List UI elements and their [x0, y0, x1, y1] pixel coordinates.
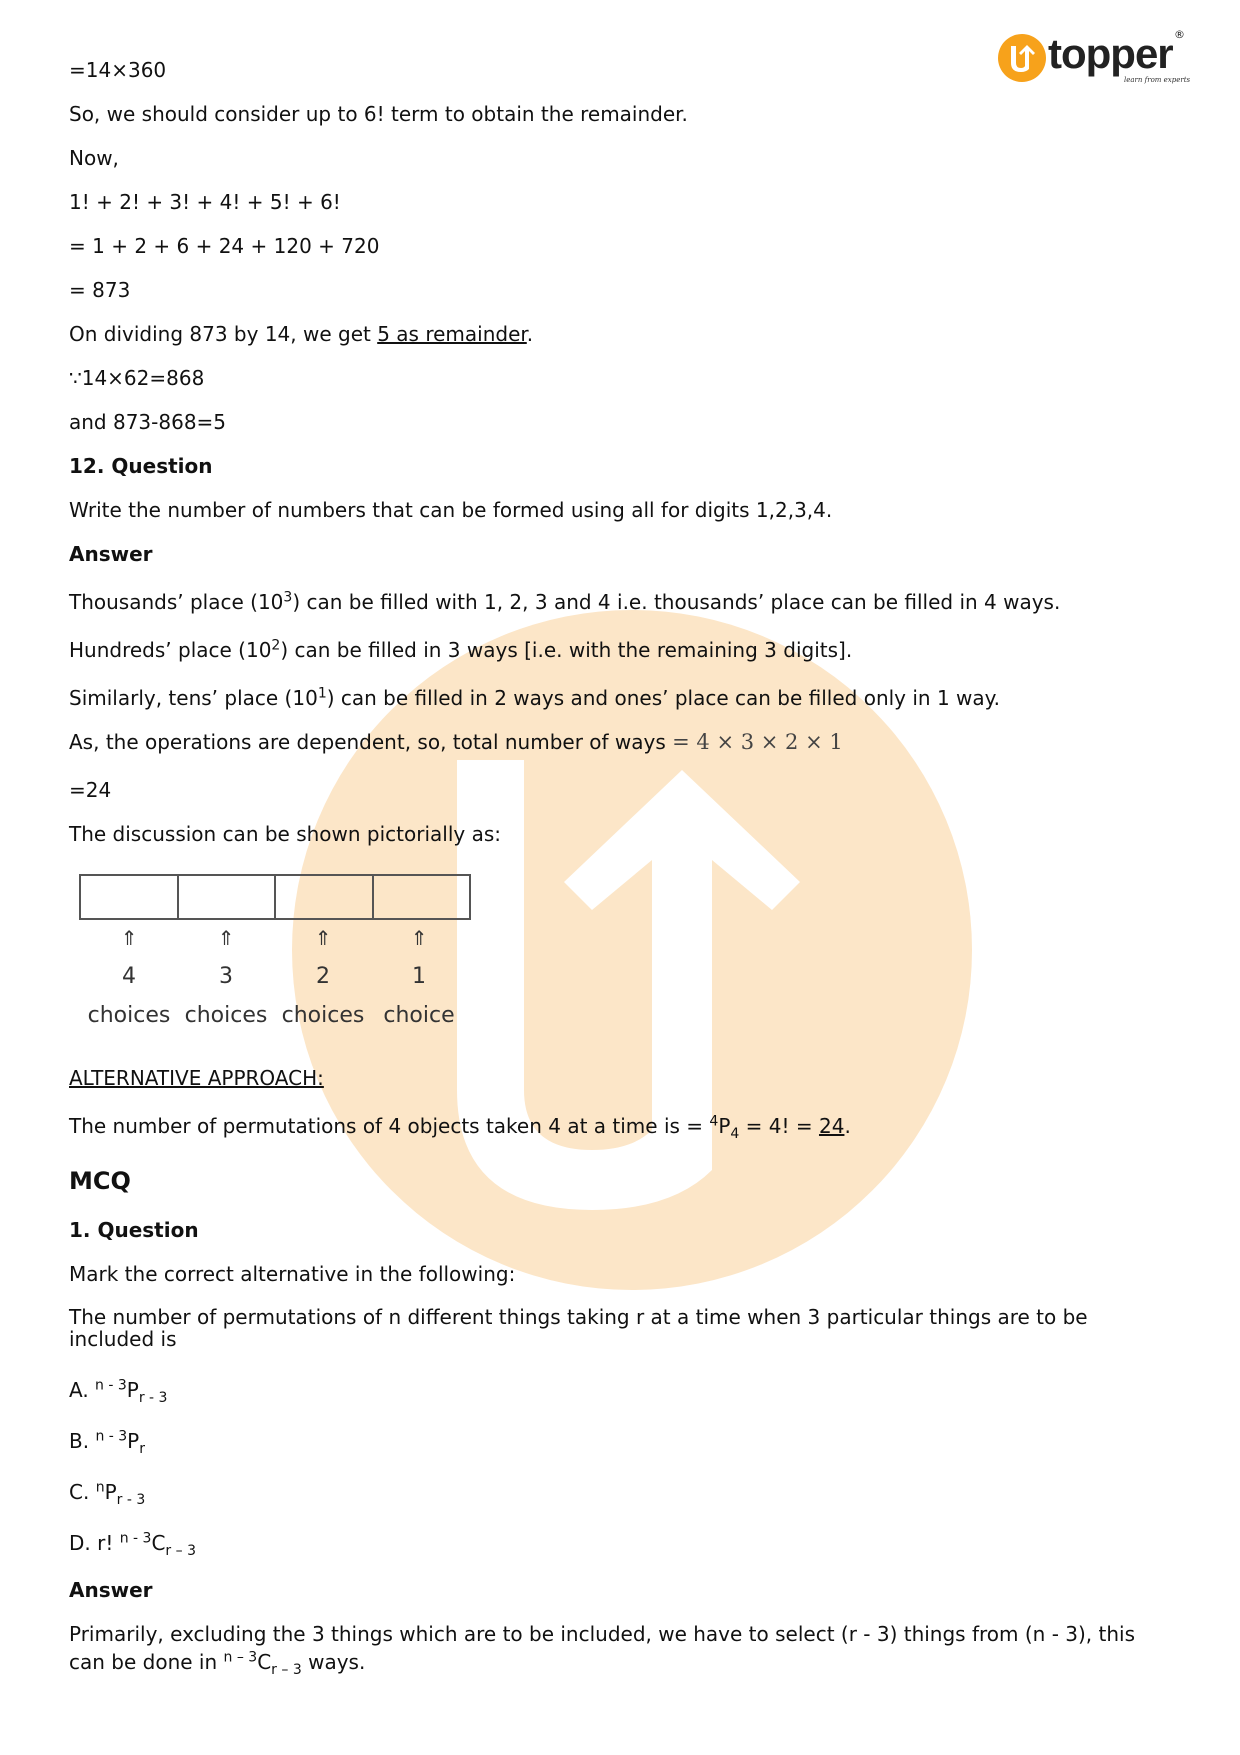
place-box [179, 876, 277, 918]
text-span: As, the operations are dependent, so, total number of ways [69, 730, 666, 754]
choice-label: choice [383, 1003, 455, 1028]
text-line: = 873 [69, 278, 131, 302]
subscript: r - 3 [116, 1492, 146, 1508]
text-span: The number of permutations of n different things taking r at a time when 3 particular things are to be [69, 1305, 1088, 1329]
text-span: Hundreds’ place (10 [69, 638, 272, 662]
answer-label: Answer [69, 542, 153, 566]
answer-line: =24 [69, 778, 112, 802]
text-line: Now, [69, 146, 119, 170]
text-span: The number of permutations of 4 objects taken 4 at a time is = [69, 1114, 710, 1138]
choice-column [374, 926, 464, 1028]
text-span: . [844, 1114, 851, 1138]
math-expression: = 4 × 3 × 2 × 1 [672, 730, 843, 754]
choice-count: 1 [412, 964, 426, 989]
text-span: Similarly, tens’ place (10 [69, 686, 318, 710]
up-arrow-icon: ⇑ [410, 926, 428, 950]
text-span: included is [69, 1327, 177, 1351]
text-span: can be done in [69, 1650, 224, 1674]
text-span: = 4! = [739, 1114, 819, 1138]
section-heading: MCQ [69, 1167, 131, 1195]
option-label: C. [69, 1480, 96, 1504]
topper-tagline: learn from experts [1124, 76, 1191, 84]
text-span: ) can be filled with 1, 2, 3 and 4 i.e. thousands’ place can be filled in 4 ways. [292, 590, 1061, 614]
answer-line [69, 730, 843, 754]
option-a [69, 1377, 168, 1406]
place-box [81, 876, 179, 918]
text-span: ) can be filled in 2 ways and ones’ place can be filled only in 1 way. [326, 686, 1001, 710]
answer-line [69, 1113, 851, 1142]
alternative-heading: ALTERNATIVE APPROACH: [69, 1066, 324, 1090]
choice-label: choices [184, 1003, 268, 1028]
subscript: r - 3 [138, 1390, 168, 1406]
text-span: C [151, 1531, 166, 1555]
superscript: n [95, 1479, 105, 1496]
topper-logo [996, 28, 1196, 90]
superscript: 3 [283, 589, 293, 606]
question-heading: 1. Question [69, 1218, 199, 1242]
choice-column [278, 926, 368, 1028]
text-span: P [718, 1114, 731, 1138]
answer-line [69, 590, 1060, 614]
answer-line [69, 638, 852, 662]
choice-label: choices [87, 1003, 171, 1028]
topper-logo-icon [996, 32, 1048, 84]
text-line: ∵14×62=868 [69, 366, 205, 390]
subscript: r – 3 [271, 1662, 302, 1678]
option-label: B. [69, 1429, 96, 1453]
answer-line [69, 686, 1000, 710]
text-line: 1! + 2! + 3! + 4! + 5! + 6! [69, 190, 341, 214]
text-span: . [526, 322, 534, 346]
question-text: Write the number of numbers that can be formed using all for digits 1,2,3,4. [69, 498, 833, 522]
superscript: n – 3 [223, 1649, 258, 1666]
superscript: n - 3 [119, 1530, 152, 1547]
option-b [69, 1428, 145, 1457]
registered-mark: ® [1174, 28, 1185, 41]
option-d [69, 1530, 196, 1559]
choice-column [181, 926, 271, 1028]
option-label: D. r! [69, 1531, 120, 1555]
superscript: 2 [271, 637, 281, 654]
text-span: On dividing 873 by 14, we get [69, 322, 378, 346]
text-span: ) can be filled in 3 ways [i.e. with the remaining 3 digits]. [280, 638, 853, 662]
subscript: 4 [730, 1126, 740, 1142]
choice-label: choices [281, 1003, 365, 1028]
text-span: P [126, 1378, 139, 1402]
choice-count: 3 [219, 964, 233, 989]
answer-line: Primarily, excluding the 3 things which are to be included, we have to select (r - 3) things from (n - 3), this [69, 1622, 1136, 1646]
up-arrow-icon: ⇑ [120, 926, 138, 950]
answer-label: Answer [69, 1578, 153, 1602]
text-line: So, we should consider up to 6! term to obtain the remainder. [69, 102, 688, 126]
text-span: ways. [301, 1650, 366, 1674]
superscript: 1 [317, 685, 327, 702]
superscript: n - 3 [95, 1428, 128, 1445]
answer-line [69, 1649, 366, 1678]
answer-line: The discussion can be shown pictorially as: [69, 822, 502, 846]
question-text: Mark the correct alternative in the following: [69, 1262, 516, 1286]
choice-column [84, 926, 174, 1028]
text-span: P [127, 1429, 140, 1453]
text-line [69, 322, 533, 346]
place-box [374, 876, 470, 918]
topper-wordmark: topper [1048, 30, 1173, 77]
subscript: r – 3 [165, 1543, 196, 1559]
choice-count: 2 [316, 964, 330, 989]
underlined-result: 24 [818, 1114, 845, 1138]
option-c [69, 1479, 146, 1508]
choice-count: 4 [122, 964, 136, 989]
option-label: A. [69, 1378, 96, 1402]
question-heading: 12. Question [69, 454, 213, 478]
text-line: = 1 + 2 + 6 + 24 + 120 + 720 [69, 234, 380, 258]
text-span: Thousands’ place (10 [69, 590, 284, 614]
up-arrow-icon: ⇑ [314, 926, 332, 950]
question-text [69, 1306, 1088, 1350]
superscript: n - 3 [95, 1377, 127, 1394]
choices-diagram [79, 874, 471, 920]
superscript: 4 [709, 1113, 719, 1130]
up-arrow-icon: ⇑ [217, 926, 235, 950]
text-span: C [257, 1650, 272, 1674]
text-line: and 873-868=5 [69, 410, 227, 434]
place-box [276, 876, 374, 918]
text-span: P [104, 1480, 117, 1504]
underlined-result: 5 as remainder [377, 322, 527, 346]
text-line: =14×360 [69, 58, 167, 82]
subscript: r [139, 1441, 145, 1457]
